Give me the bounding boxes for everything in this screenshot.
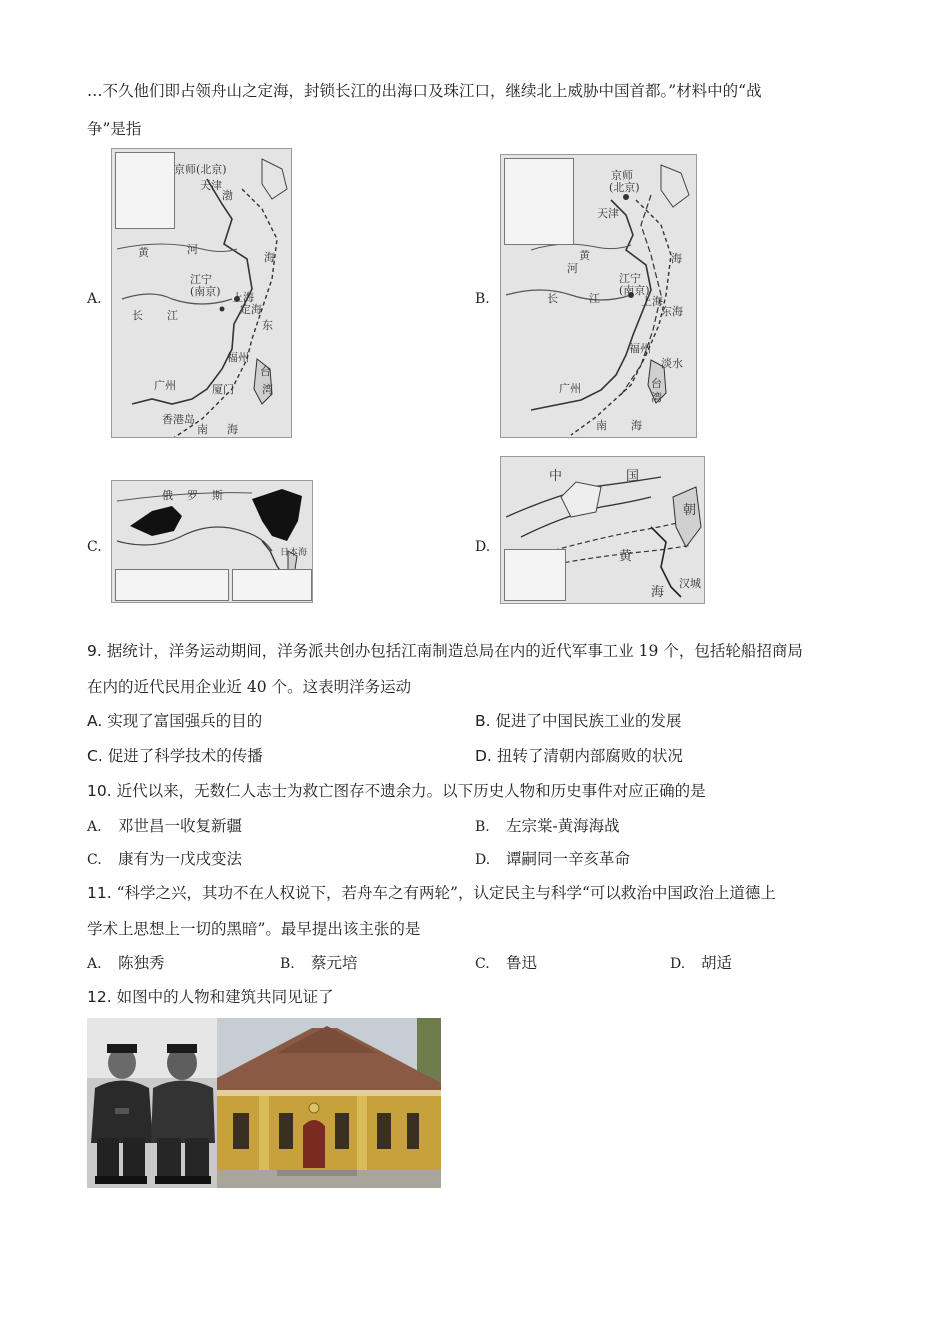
q11-option-b[interactable]: [280, 952, 357, 975]
q8-option-c-map: [111, 480, 313, 603]
map-label: 海: [264, 251, 275, 264]
map-label: 广州: [559, 382, 581, 395]
q9-stem-line1: [87, 640, 803, 662]
q8-option-a-label: A.: [87, 291, 102, 307]
q11-option-c[interactable]: [475, 952, 537, 975]
q9-stem-text: 据统计，洋务运动期间，洋务派共创办包括江南制造总局在内的近代军事工业 19 个，包括轮船招商局: [106, 642, 803, 660]
option-text: 左宗棠-黄海海战: [505, 817, 620, 835]
map-label: 海: [651, 585, 665, 600]
map-label: 上海: [641, 295, 663, 308]
option-text: 蔡元培: [310, 954, 358, 972]
q11-stem-text: “科学之兴，其功不在人权说下，若舟车之有两轮”，认定民主与科学“可以救治中国政治上道德上: [116, 884, 776, 902]
q10-option-d[interactable]: [475, 848, 630, 871]
map-label: 海: [671, 252, 682, 265]
option-text: 谭嗣同一辛亥革命: [505, 850, 630, 868]
q11-option-a[interactable]: [87, 952, 164, 975]
option-text: 康有为一戊戌变法: [117, 850, 242, 868]
option-letter: B.: [475, 712, 491, 730]
option-letter: D.: [475, 747, 492, 765]
q10-number: 10.: [87, 782, 112, 800]
option-letter: A.: [87, 956, 102, 972]
map-label: 俄: [162, 489, 173, 502]
map-label: 南: [197, 423, 208, 436]
q8-option-a-map: [111, 148, 292, 438]
q9-option-a[interactable]: [87, 710, 262, 732]
option-text: 胡适: [700, 954, 732, 972]
q11-number: 11.: [87, 884, 112, 902]
q10-option-b[interactable]: [475, 815, 620, 838]
map-label: 河: [567, 262, 578, 275]
option-letter: D.: [670, 956, 686, 972]
map-legend: [504, 549, 566, 601]
q8-option-b-map: [500, 154, 697, 438]
q10-option-a[interactable]: [87, 815, 242, 838]
map-label: 京师: [611, 169, 633, 182]
map-label: (南京): [619, 284, 650, 297]
map-label: 国: [626, 469, 640, 484]
q8-option-c-label: C.: [87, 539, 102, 555]
q10-stem-text: 近代以来，无数仁人志士为救亡图存不遗余力。以下历史人物和历史事件对应正确的是: [116, 782, 706, 800]
map-label: 香港岛: [162, 413, 195, 426]
q9-stem-line2: 在内的近代民用企业近 40 个。这表明洋务运动: [87, 678, 412, 696]
map-label: 福州: [227, 351, 249, 364]
option-text: 陈独秀: [117, 954, 165, 972]
map-label: 福州: [629, 342, 651, 355]
q12-stem: [87, 986, 334, 1008]
q9-option-c[interactable]: [87, 745, 263, 767]
q12-number: 12.: [87, 988, 112, 1006]
q9-option-b[interactable]: [475, 710, 682, 732]
map-legend: [504, 158, 574, 245]
option-text: 鲁迅: [505, 954, 537, 972]
option-text: 促进了科学技术的传播: [107, 747, 263, 765]
map-label: 东海: [661, 305, 683, 318]
map-label: 长: [547, 292, 558, 305]
map-label: 罗: [187, 489, 198, 502]
option-letter: C.: [87, 747, 103, 765]
option-letter: D.: [475, 852, 491, 868]
map-legend: [115, 569, 229, 601]
option-letter: B.: [280, 956, 295, 972]
map-label: 长: [132, 309, 143, 322]
q11-stem-line2: 学术上思想上一切的黑暗”。最早提出该主张的是: [87, 920, 421, 938]
option-text: 促进了中国民族工业的发展: [495, 712, 682, 730]
map-label: 湾: [262, 383, 273, 396]
map-label: 江宁: [190, 273, 212, 286]
map-label: 渤: [222, 189, 233, 202]
map-label: 湾: [651, 391, 662, 404]
map-label: 厦门: [212, 383, 234, 396]
option-letter: A.: [87, 819, 102, 835]
map-label: 黄: [619, 549, 633, 564]
map-label: 汉城: [679, 577, 701, 590]
q8-stem-line1: …不久他们即占领舟山之定海，封锁长江的出海口及珠江口，继续北上威胁中国首都。”材料中的“战: [87, 82, 762, 100]
map-label: 广州: [154, 379, 176, 392]
map-label: 天津: [200, 179, 222, 192]
map-label: 淡水: [661, 357, 683, 370]
map-label: 江宁: [619, 272, 641, 285]
map-label: 朝: [683, 503, 697, 518]
q11-option-d[interactable]: [670, 952, 732, 975]
q9-number: 9.: [87, 642, 102, 660]
option-text: 实现了富国强兵的目的: [107, 712, 263, 730]
map-label: 日本海: [280, 548, 308, 558]
q12-building-photo: [217, 1018, 441, 1188]
option-text: 扭转了清朝内部腐败的状况: [496, 747, 683, 765]
q8-option-d-label: D.: [475, 539, 491, 555]
map-legend: [115, 152, 175, 229]
option-letter: C.: [87, 852, 102, 868]
option-text: 邓世昌一收复新疆: [117, 817, 242, 835]
map-label: 江: [167, 309, 178, 322]
q12-stem-text: 如图中的人物和建筑共同见证了: [116, 988, 334, 1006]
map-label: 黄: [138, 246, 149, 259]
q8-option-d-map: [500, 456, 705, 604]
map-label: 海: [631, 419, 642, 432]
map-label: 海: [227, 423, 238, 436]
map-label: 台: [260, 365, 271, 378]
map-label: 江: [589, 292, 600, 305]
map-legend: [232, 569, 312, 601]
map-label: 东: [262, 319, 273, 332]
map-label: (南京): [190, 285, 221, 298]
map-label: 中: [549, 469, 563, 484]
map-label: 斯: [212, 489, 223, 502]
map-label: 河: [187, 243, 198, 256]
map-label: 京师(北京): [174, 163, 227, 176]
option-letter: B.: [475, 819, 490, 835]
map-label: 南: [596, 419, 607, 432]
option-letter: A.: [87, 712, 103, 730]
q12-portrait-photo: [87, 1018, 217, 1188]
map-label: 定海: [240, 303, 262, 316]
map-label: 上海: [232, 291, 254, 304]
q8-option-b-label: B.: [475, 291, 490, 307]
option-letter: C.: [475, 956, 490, 972]
map-label: 黄: [579, 249, 590, 262]
q10-option-c[interactable]: [87, 848, 242, 871]
map-label: 天津: [597, 207, 619, 220]
q9-option-d[interactable]: [475, 745, 683, 767]
q11-stem-line1: [87, 882, 776, 904]
map-label: (北京): [609, 181, 640, 194]
q10-stem: [87, 780, 706, 802]
map-label: 台: [651, 377, 662, 390]
q8-stem-line2: 争”是指: [87, 120, 142, 138]
